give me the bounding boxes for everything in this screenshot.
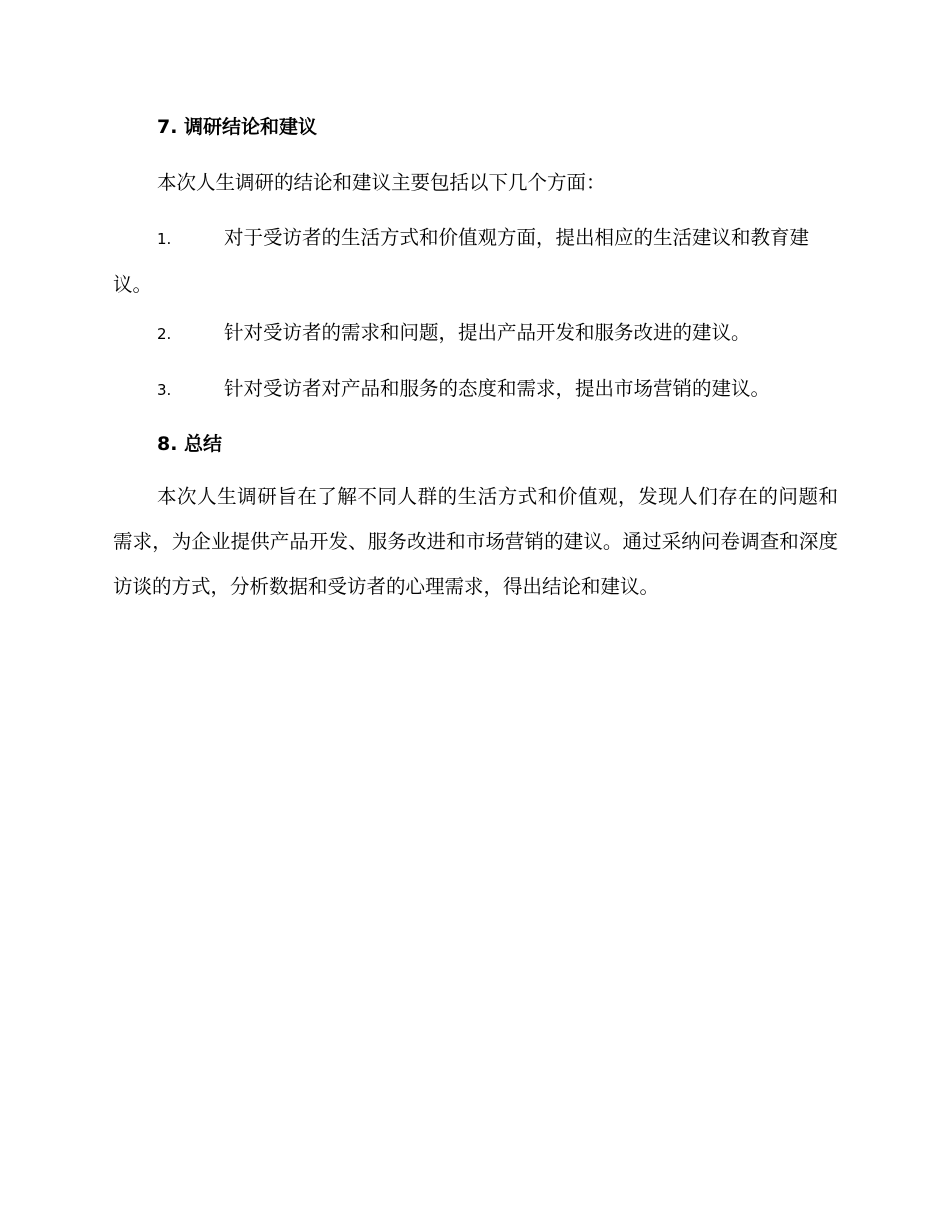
list-item <box>113 310 838 357</box>
section-8-body: 本次人生调研旨在了解不同人群的生活方式和价值观，发现人们存在的问题和需求，为企业提供产品开发、服务改进和市场营销的建议。通过采纳问卷调查和深度访谈的方式，分析数据和受访者的心理需求，得出结论和建议。 <box>113 485 838 598</box>
section-8-heading: 8. 总结 <box>157 433 223 455</box>
list-item <box>113 366 838 413</box>
section-7-heading: 7. 调研结论和建议 <box>157 116 318 138</box>
list-item <box>113 215 838 307</box>
list-item-text: 针对受访者的需求和问题，提出产品开发和服务改进的建议。 <box>224 321 751 344</box>
list-item-text: 针对受访者对产品和服务的态度和需求，提出市场营销的建议。 <box>224 377 771 400</box>
list-item-text: 对于受访者的生活方式和价值观方面，提出相应的生活建议和教育建议。 <box>113 226 810 296</box>
list-item-number: 1. <box>157 230 172 248</box>
list-item-number: 3. <box>157 381 172 399</box>
section-7-intro: 本次人生调研的结论和建议主要包括以下几个方面： <box>157 171 606 194</box>
list-item-number: 2. <box>157 325 172 343</box>
